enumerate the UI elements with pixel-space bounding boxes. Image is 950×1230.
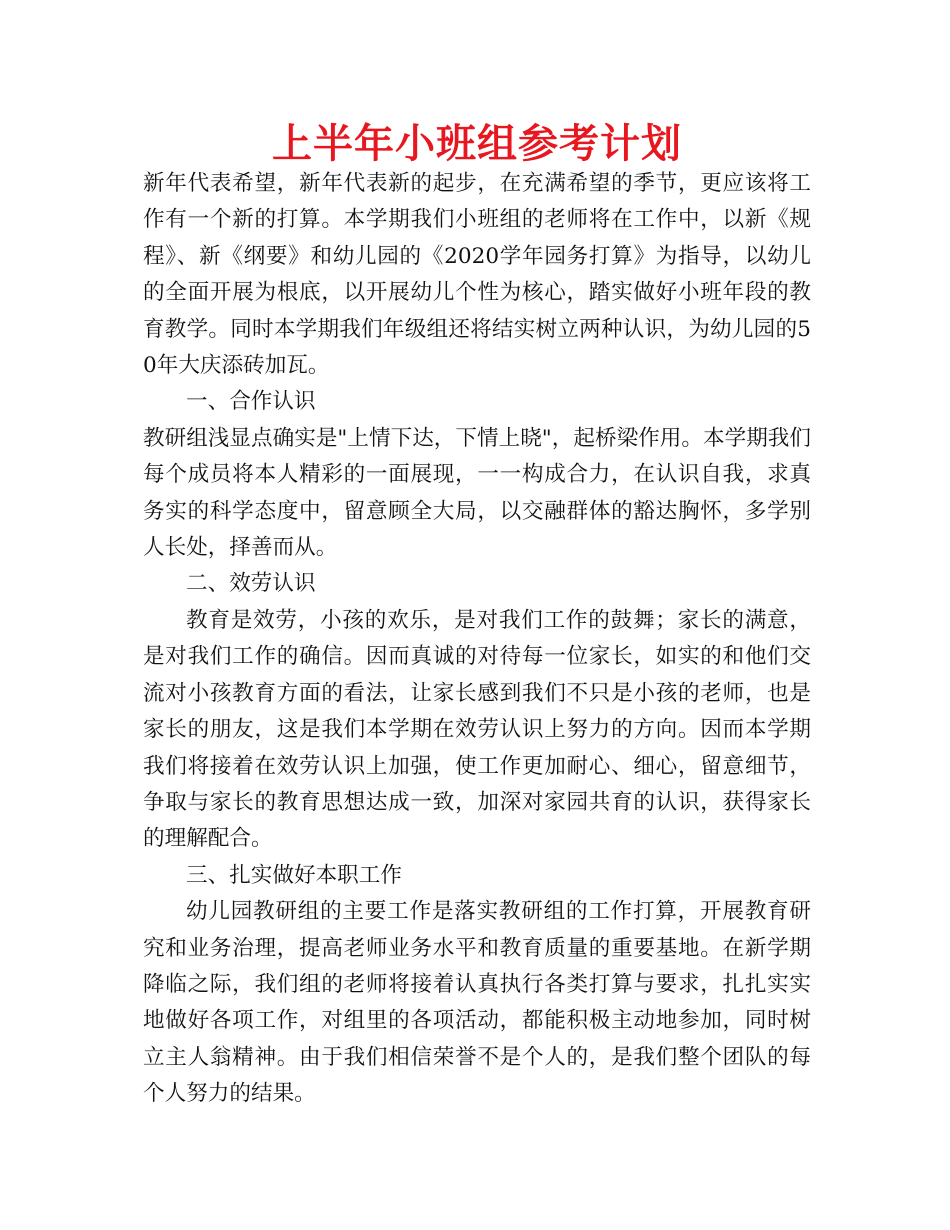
document-body — [143, 166, 811, 1113]
section-heading-cooperation: 一、合作认识 — [186, 389, 316, 415]
section-heading-service: 二、效劳认识 — [186, 571, 316, 597]
section-heading-duties: 三、扎实做好本职工作 — [186, 862, 402, 888]
document-page — [143, 118, 811, 1113]
duties-paragraph: 幼儿园教研组的主要工作是落实教研组的工作打算，开展教育研究和业务治理，提高老师业务水平和教育质量的重要基地。在新学期降临之际，我们组的老师将接着认真执行各类打算与要求，扎扎实实地做好各项工作，对组里的各项活动，都能积极主动地参加，同时树立主人翁精神。由于我们相信荣誉不是个人的，是我们整个团队的每个人努力的结果。 — [143, 899, 811, 1107]
cooperation-paragraph: 教研组浅显点确实是"上情下达，下情上晓"，起桥梁作用。本学期我们每个成员将本人精彩的一面展现，一一构成合力，在认识自我，求真务实的科学态度中，留意顾全大局，以交融群体的豁达胸怀，多学别人长处，择善而从。 — [143, 425, 811, 561]
document-title: 上半年小班组参考计划 — [272, 121, 682, 167]
intro-paragraph: 新年代表希望，新年代表新的起步，在充满希望的季节，更应该将工作有一个新的打算。本学期我们小班组的老师将在工作中，以新《规程》、新《纲要》和幼儿园的《2020学年园务打算》为指导，以幼儿的全面开展为根底，以开展幼儿个性为核心，踏实做好小班年段的教育教学。同时本学期我们年级组还将结实树立两种认识，为幼儿园的50年大庆添砖加瓦。 — [143, 171, 811, 379]
service-paragraph: 教育是效劳，小孩的欢乐，是对我们工作的鼓舞；家长的满意，是对我们工作的确信。因而真诚的对待每一位家长，如实的和他们交流对小孩教育方面的看法，让家长感到我们不只是小孩的老师，也是家长的朋友，这是我们本学期在效劳认识上努力的方向。因而本学期我们将接着在效劳认识上加强，使工作更加耐心、细心，留意细节，争取与家长的教育思想达成一致，加深对家园共育的认识，获得家长的理解配合。 — [143, 607, 811, 852]
